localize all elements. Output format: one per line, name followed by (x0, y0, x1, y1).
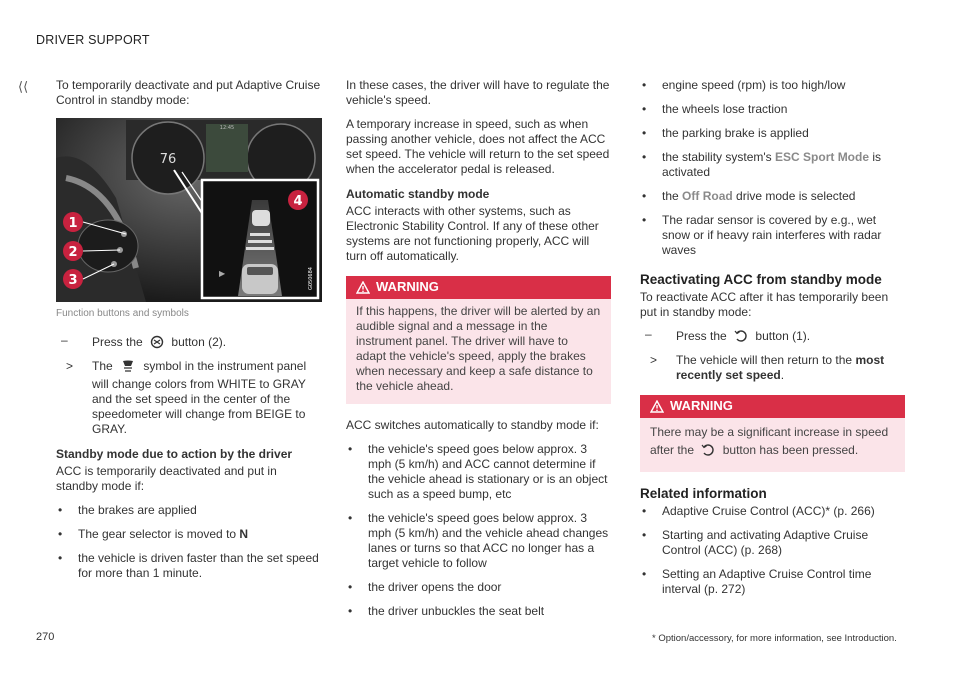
related-link[interactable]: • Adaptive Cruise Control (ACC)* (p. 266) (642, 504, 875, 518)
list-item: • the wheels lose traction (642, 102, 788, 116)
clock-readout: 12:45 (219, 125, 235, 131)
para-acc-interacts: ACC interacts with other systems, such as Electronic Stability Control. If any of these other systems are not functioning properly, ACC will turn off automatically. (346, 204, 599, 263)
back-nav-icon[interactable]: ⟨⟨ (18, 79, 29, 94)
result-marker: > (66, 359, 74, 373)
figure-dashboard (56, 118, 322, 302)
list-item: • The radar sensor is covered by e.g., wet snow or if heavy rain interferes with radar waves (642, 213, 882, 257)
related-link[interactable]: • Starting and activating Adaptive Cruise Control (ACC) (p. 268) (642, 528, 869, 557)
svg-text:4: 4 (293, 194, 303, 209)
list-item: • the driver unbuckles the seat belt (348, 604, 545, 618)
list-item: • the brakes are applied (58, 503, 197, 517)
page-number: 270 (36, 631, 55, 643)
warning-triangle-icon (650, 400, 664, 413)
svg-text:2: 2 (68, 245, 78, 260)
callout-1 (63, 212, 83, 232)
image-code: G050684 (308, 267, 314, 290)
column-2 (346, 78, 611, 628)
off-road-mode: Off Road (682, 189, 733, 203)
list-item: • the Off Road drive mode is selected (642, 189, 856, 203)
list-item: • the driver opens the door (348, 580, 502, 594)
callout-4 (288, 190, 308, 210)
list-item: • the vehicle is driven faster than the set speed for more than 1 minute. (58, 551, 319, 580)
dashboard-illustration (56, 118, 322, 302)
figure-caption: Function buttons and symbols (56, 308, 189, 319)
svg-text:▶: ▶ (219, 269, 226, 278)
warning-triangle-icon (356, 281, 370, 294)
heading-related-information: Related information (640, 486, 767, 501)
warning-text-2: There may be a significant increase in speed after the button has been pressed. (640, 418, 905, 472)
list-item: • engine speed (rpm) is too high/low (642, 78, 846, 92)
acc-symbol-icon (120, 359, 136, 377)
heading-driver-standby: Standby mode due to action by the driver (56, 447, 293, 461)
list-item: • the vehicle's speed goes below approx. 3 mph (5 km/h) and ACC cannot determine if the vehicle ahead is stationary or is an object such as a speed bump, etc (348, 442, 608, 501)
callout-3 (63, 269, 83, 289)
para-temporary-increase: A temporary increase in speed, such as when passing another vehicle, does not affect the ACC set speed. The vehicle will return to the set speed when the accelerator pedal is released. (346, 117, 610, 176)
list-item: • the stability system's ESC Sport Mode is activated (642, 150, 882, 179)
most-recently-set-speed: most recently set speed (676, 353, 885, 382)
callout-2 (63, 241, 83, 261)
heading-reactivating: Reactivating ACC from standby mode (640, 272, 882, 287)
warning-header: WARNING (346, 276, 611, 299)
resume-button-icon (701, 443, 715, 462)
warning-text: If this happens, the driver will be alerted by an audible signal and a message in the instrument panel. The driver will have to adapt the vehicle's speed, apply the brakes when necessary and keep a safe distance to the vehicle ahead. (356, 304, 601, 393)
speed-readout: 76 (159, 152, 177, 167)
column-1 (56, 78, 321, 590)
warning-header-2: WARNING (640, 395, 905, 418)
list-item: • The gear selector is moved to N (58, 527, 249, 541)
result-return-speed: > The vehicle will then return to the most recently set speed. (650, 353, 885, 382)
svg-text:3: 3 (68, 273, 78, 288)
list-item: • the parking brake is applied (642, 126, 809, 140)
column-3 (640, 78, 905, 606)
related-link[interactable]: • Setting an Adaptive Cruise Control time interval (p. 272) (642, 567, 872, 596)
intro-text: To temporarily deactivate and put Adaptive Cruise Control in standby mode: (56, 78, 321, 107)
step-press-resume: – Press the button (1). (640, 329, 905, 347)
section-header: DRIVER SUPPORT (36, 33, 150, 47)
warning-box-2 (640, 395, 905, 472)
para-regulate-speed: In these cases, the driver will have to regulate the vehicle's speed. (346, 78, 610, 107)
resume-button-icon (734, 329, 748, 347)
gear-value: N (239, 527, 249, 541)
para-switches-standby: ACC switches automatically to standby mode if: (346, 418, 599, 432)
para-reactivate: To reactivate ACC after it has temporarily been put in standby mode: (640, 290, 889, 319)
esc-sport-mode: ESC Sport Mode (775, 150, 870, 164)
heading-automatic-standby: Automatic standby mode (346, 187, 490, 201)
standby-button-icon (150, 335, 164, 353)
result-symbol-gray: > The symbol in the instrument panel will change colors from WHITE to GRAY and the set speed in the center of the speedometer will change from BEIGE to GRAY. (66, 359, 307, 436)
list-item: • the vehicle's speed goes below approx. 3 mph (5 km/h) and the vehicle ahead changes lanes or turns so that ACC no longer has a target vehicle to follow (348, 511, 609, 570)
footnote: * Option/accessory, for more information, see Introduction. (652, 633, 897, 644)
svg-text:1: 1 (68, 216, 78, 231)
step-press-standby: – Press the button (2). (56, 335, 321, 353)
step-marker: – (61, 333, 68, 347)
para-driver-standby: ACC is temporarily deactivated and put in standby mode if: (56, 464, 277, 493)
warning-box (346, 276, 611, 404)
